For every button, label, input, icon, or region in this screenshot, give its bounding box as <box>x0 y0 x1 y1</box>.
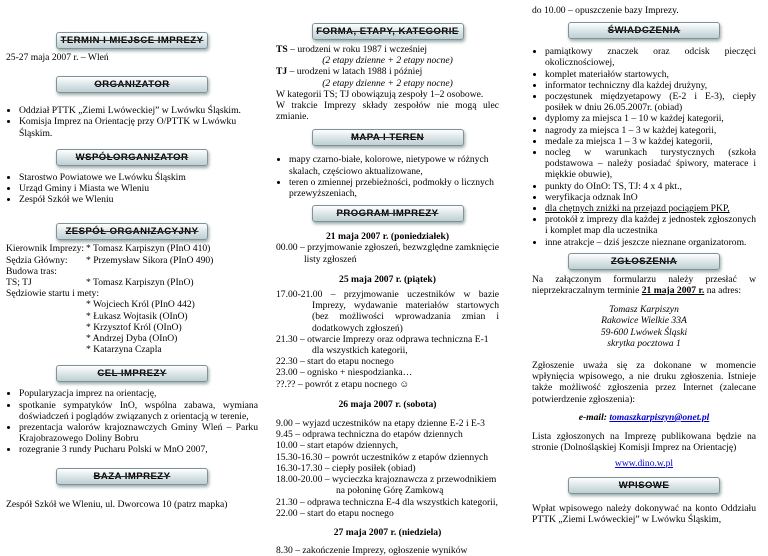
section-header-termin: TERMIN I MIEJSCE IMPREZY <box>56 32 208 49</box>
section-header-program: PROGRAM IMPREZY <box>312 205 464 222</box>
w-kat-text: W kategorii TS; TJ obowiązują zespoły 1–2 osobowe. <box>276 88 484 100</box>
zgloszenie-paragraph: Zgłoszenie uważa się za dokonane w momencie wpłynięcia wpisowego, a nie druku zgłoszenia. Istnieje także możliwość zgłoszenia przez Internet (zalecane potwierdzenie zgłoszenia): <box>532 360 756 405</box>
organizator-list <box>6 105 258 139</box>
section-header-mapa: MAPA I TEREN <box>312 129 464 146</box>
day2-list <box>276 289 499 390</box>
list-item: • mapy czarno-białe, kolorowe, nietypowe w różnych skalach, częściowo aktualizowane, <box>289 154 499 176</box>
list-item: • Zespół Szkół we Wleniu <box>19 194 258 205</box>
section-header-organizator: ORGANIZATOR <box>56 76 208 93</box>
list-item: • Starostwo Powiatowe we Lwówku Śląskim <box>19 172 258 183</box>
email-line: e-mail: tomaszkarpiszyn@onet.pl <box>578 411 710 423</box>
zespol-row: Budowa tras: <box>6 265 57 277</box>
day1-title: 21 maja 2007 r. (poniedziałek) <box>325 231 450 243</box>
mapa-list <box>276 154 499 199</box>
section-header-swiadczenia: ŚWIADCZENIA <box>568 22 720 39</box>
baza-text: Zespół Szkół we Wleniu, ul. Dworcowa 10 (patrz mapka) <box>6 498 228 510</box>
address-block <box>532 304 756 349</box>
column-middle <box>276 0 499 556</box>
list-item: • nagrody za miejsca 1 – 3 w każdej kategorii, <box>545 125 756 136</box>
list-item: • dyplomy za miejsca 1 – 10 w każdej kategorii, <box>545 113 756 124</box>
termin-text: 25-27 maja 2007 r. – Wleń <box>6 52 109 63</box>
section-header-baza: BAZA IMPREZY <box>56 468 208 485</box>
day2-title: 25 maja 2007 r. (piątek) <box>339 273 436 285</box>
email-link[interactable]: tomaszkarpiszyn@onet.pl <box>609 411 710 423</box>
list-item: • medale za miejsca 1 – 3 w każdej kategorii, <box>545 136 756 147</box>
day4-title: 27 maja 2007 r. (niedziela) <box>333 526 442 538</box>
section-header-wspolorganizator: WSPÓŁORGANIZATOR <box>56 149 208 166</box>
wpisowe-text: Wpłat wpisowego należy dokonywać na konto Oddziału PTTK „Ziemi Lwóweckiej” w Lwówku Śląskim, <box>532 502 756 525</box>
wspolorganizator-list <box>6 172 258 206</box>
address-line: Rakowice Wielkie 33A <box>601 315 687 327</box>
top-text: do 10.00 – opuszczenie bazy Imprezy. <box>532 5 679 16</box>
column-right <box>532 0 756 525</box>
section-header-cel: CEL IMPREZY <box>56 365 208 382</box>
section-header-wpisowe: WPISOWE <box>568 477 720 494</box>
list-item: 9.00 – wyjazd uczestników na etapy dzienne E-2 i E-3 <box>276 418 485 430</box>
address-line: Tomasz Karpiszyn <box>609 304 679 316</box>
list-item: 22.30 – start do etapu nocnego <box>276 356 394 368</box>
list-item: * Katarzyna Czapla <box>86 344 162 356</box>
section-header-zgloszenia: ZGŁOSZENIA <box>568 253 720 270</box>
list-item: * Krzysztof Król (OInO) <box>86 321 182 333</box>
list-item: • teren o zmiennej przebieżności, podmokły o licznych przewyższeniach, <box>289 177 499 199</box>
day3-list <box>276 418 499 519</box>
www-line <box>532 458 756 469</box>
list-item: • prezentacja walorów krajoznawczych Gminy Wleń – Parku Krajobrazowego Doliny Bobru <box>19 422 258 444</box>
sedziowie-label: Sędziowie startu i mety: <box>6 288 99 300</box>
address-line: skrytka pocztowa 1 <box>607 337 681 349</box>
lista-text: Lista zgłoszonych na Imprezę publikowana będzie na stronie (Dolnośląskiej Komisji Imprez na Orientację) <box>532 431 756 454</box>
address-line: 59-600 Lwówek Śląski <box>600 326 688 338</box>
column-left <box>6 0 258 510</box>
deadline: 21 maja 2007 r. <box>641 285 705 297</box>
forma-block <box>276 44 499 122</box>
list-item: ??.?? – powrót z etapu nocnego ☺ <box>276 378 410 390</box>
sedziowie-list <box>6 299 258 355</box>
list-item: • Oddział PTTK „Ziemi Lwóweckiej” w Lwówku Śląskim. <box>19 105 258 116</box>
list-item: • Urząd Gminy i Miasta we Wleniu <box>19 183 258 194</box>
list-item: * Andrzej Dyba (OInO) <box>86 333 178 345</box>
list-item: * Wojciech Król (PInO 442) <box>86 299 195 311</box>
cel-list <box>6 388 258 455</box>
list-item: 10.00 – start etapów dziennych, <box>276 440 399 452</box>
list-item: 17.00-21.00 – przyjmowanie uczestników w bazie Imprezy, wydawanie materiałów startowych (bez możliwości wprowadzania zmian i dodatkowych zgłoszeń) <box>276 289 499 334</box>
list-item: 18.00-20.00 – wycieczka krajoznawcza z przewodnikiem na połoninę Górę Zamkową <box>276 474 497 497</box>
list-item: 21.30 – otwarcie Imprezy oraz odprawa techniczna E-1 dla wszystkich kategorii, <box>276 333 489 357</box>
list-item: 9.45 – odprawa techniczna do etapów dziennych <box>276 429 463 441</box>
list-item: • Popularyzacja imprez na orientację, <box>19 388 258 399</box>
zespol-row: TS; TJ * Tomasz Karpiszyn (PInO) <box>6 277 194 289</box>
day1-text: 00.00 – przyjmowanie zgłoszeń, bezwzględne zamknięcie listy zgłoszeń <box>276 242 499 265</box>
swiadczenia-list <box>532 46 756 248</box>
list-item: • informator techniczny dla każdej drużyny, <box>545 80 756 91</box>
list-item: • protokół z imprezy dla każdej z jednostek zgłoszonych i komplet map dla uczestnika <box>545 214 756 236</box>
list-item: 23.00 – ognisko + niespodzianka… <box>276 367 413 379</box>
day3-title: 26 maja 2007 r. (sobota) <box>338 398 437 410</box>
list-item: • pamiątkowy znaczek oraz odcisk pieczęci okolicznościowej, <box>545 46 756 68</box>
list-item: • inne atrakcje – dziś jeszcze nieznane organizatorom. <box>545 237 756 248</box>
list-item: • dla chętnych zniżki na przejazd pociągiem PKP, <box>545 203 756 214</box>
www-link[interactable]: www.dino.w.pl <box>614 457 674 469</box>
zespol-table <box>6 243 258 355</box>
list-item: • spotkanie sympatyków InO, wspólna zabawa, wymiana doświadczeń i poglądów związanych z orientacją w terenie, <box>19 400 258 422</box>
tj-sub: (2 etapy dzienne + 2 etapy nocne) <box>322 77 453 89</box>
zgloszenia-text: Na załączonym formularzu należy przesłać w nieprzekraczalnym terminie 21 maja 2007 r. na adres: <box>532 273 756 297</box>
list-item: • komplet materiałów startowych, <box>545 69 756 80</box>
ts-line: TS – urodzeni w roku 1987 i wcześniej <box>276 44 428 55</box>
list-item: • poczęstunek międzyetapowy (E-2 i E-3), ciepły posiłek w dniu 26.05.2007r. (obiad) <box>545 91 756 113</box>
tj-line: TJ – urodzeni w latach 1988 i później <box>276 66 423 78</box>
list-item: • weryfikacja odznak InO <box>545 192 756 203</box>
ts-sub: (2 etapy dzienne + 2 etapy nocne) <box>322 55 453 67</box>
section-header-zespol: ZESPÓŁ ORGANIZACYJNY <box>56 223 208 240</box>
list-item: • punkty do OInO: TS, TJ: 4 x 4 pkt., <box>545 181 756 192</box>
list-item: 15.30-16.30 – powrót uczestników z etapów dziennych <box>276 451 489 463</box>
list-item: * Łukasz Wojtasik (OInO) <box>86 310 188 322</box>
day4-text: 8.30 – zakończenie Imprezy, ogłoszenie wyników <box>276 545 468 556</box>
section-header-forma: FORMA, ETAPY, KATEGORIE <box>312 23 464 40</box>
list-item: • Komisja Imprez na Orientację przy O/PTTK w Lwówku Śląskim. <box>19 116 258 138</box>
list-item: 22.00 – start do etapu nocnego <box>276 507 394 519</box>
w-trak-text: W trakcie Imprezy składy zespołów nie mogą ulec zmianie. <box>276 100 499 123</box>
list-item: 16.30-17.30 – ciepły posiłek (obiad) <box>276 462 416 474</box>
zespol-row: Kierownik Imprezy: * Tomasz Karpiszyn (PInO 410) <box>6 243 211 255</box>
zespol-row: Sędzia Główny: * Przemysław Sikora (PInO 490) <box>6 254 214 266</box>
list-item: • nocleg w warunkach turystycznych (szkoła podstawowa – należy posiadać śpiwory, materace i miękkie obuwie), <box>545 147 756 181</box>
list-item: 21.30 – odprawa techniczna E-4 dla wszystkich kategorii, <box>276 496 498 508</box>
list-item: • rozegranie 3 rundy Pucharu Polski w MnO 2007, <box>19 444 258 455</box>
